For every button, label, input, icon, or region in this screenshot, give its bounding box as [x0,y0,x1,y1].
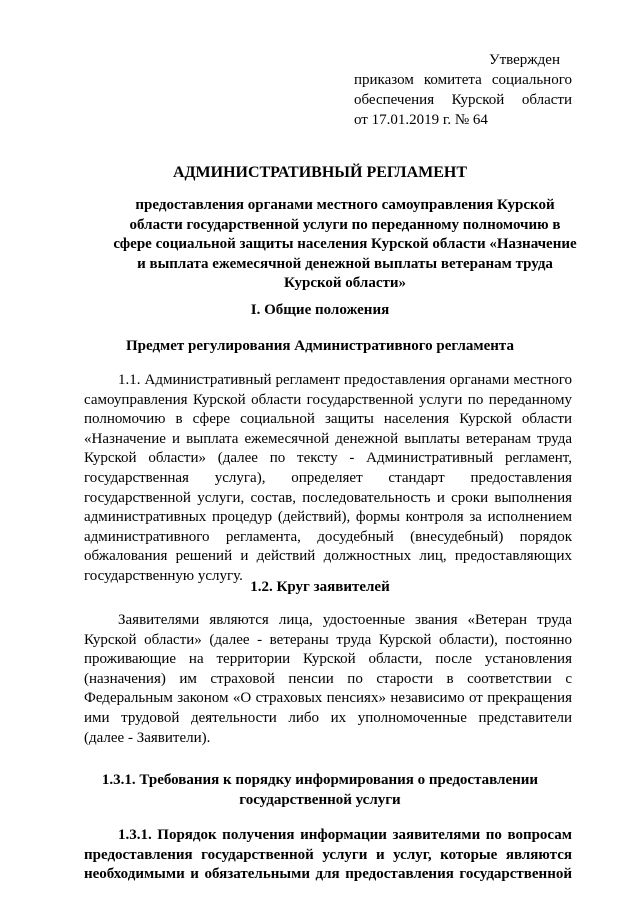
approval-line-3: обеспечения Курской области [354,92,572,108]
paragraph-line: необходимыми и обязательными для предоставления государственной [84,866,572,883]
paragraph-line: обжалования решений и действий должностных лиц, предоставляющих [84,548,572,565]
section-1-2-heading: 1.2. Круг заявителей [250,579,390,595]
paragraph-line: Заявителями являются лица, удостоенные звания «Ветеран труда [118,612,572,628]
paragraph-line: Курской области» (далее по тексту - Административный регламент, [84,450,572,467]
paragraph-line: Федеральным законом «О страховых пенсиях» независимо от прекращения [84,690,572,707]
paragraph-line: «Назначение и выплата ежемесячной денежной выплаты ветеранам труда [84,430,572,447]
section-1-3-1-heading [60,770,580,810]
paragraph-line: административного регламента, досудебный (внесудебный) порядок [84,528,572,545]
section-1-paragraph [84,371,572,587]
paragraph-line: 1.3.1. Порядок получения информации заявителями по вопросам [118,827,572,843]
paragraph-line: самоуправления Курской области государственной услуги по переданному [84,391,572,408]
section-1-3-1-paragraph [84,826,572,885]
paragraph-line: государственную услугу. [84,567,243,584]
document-subtitle: предоставления органами местного самоуправления Курской области государственной услуги по переданному полномочию в сфере социальной защиты населения Курской области «Назначение и выплата ежемесячной денежной выплаты ветеранам труда Курской области» [113,197,577,291]
paragraph-line: государственная услуга), определяет стандарт предоставления [84,469,572,486]
paragraph-line: государственной услуги, состав, последовательность и сроки выполнения [84,489,572,506]
paragraph-line: административных процедур (действий), формы контроля за исполнением [84,509,572,526]
paragraph-line: 1.1. Административный регламент предоставления органами местного [118,372,572,388]
paragraph-line: проживающие на территории Курской области, после установления [84,651,572,668]
section-1-3-1-heading-line-2: государственной услуги [239,792,401,808]
paragraph-line: полномочию в сфере социальной защиты населения Курской области [84,411,572,428]
section-1-heading: I. Общие положения [250,302,390,318]
approval-line-2: приказом комитета социального [354,72,572,88]
paragraph-line: (назначения) им страховой пенсии по старости в соответствии с [84,670,572,687]
approval-stamp [354,50,572,130]
paragraph-line: ими трудовой деятельности либо их уполномоченные представители [84,709,572,726]
paragraph-line: Курской области» (далее - ветераны труда Курской области), постоянно [84,631,572,648]
approval-line-4: от 17.01.2019 г. № 64 [354,112,488,128]
paragraph-line: (далее - Заявители). [84,729,211,746]
paragraph-line: предоставления государственной услуги и услуг, которые являются [84,846,572,863]
document-title: АДМИНИСТРАТИВНЫЙ РЕГЛАМЕНТ [172,164,468,181]
approval-line-1: Утвержден [488,52,560,68]
section-1-3-1-heading-line-1: 1.3.1. Требования к порядку информирования о предоставлении [101,772,539,788]
section-1-2-paragraph [84,611,572,748]
section-1-subheading: Предмет регулирования Административного регламента [126,338,514,354]
